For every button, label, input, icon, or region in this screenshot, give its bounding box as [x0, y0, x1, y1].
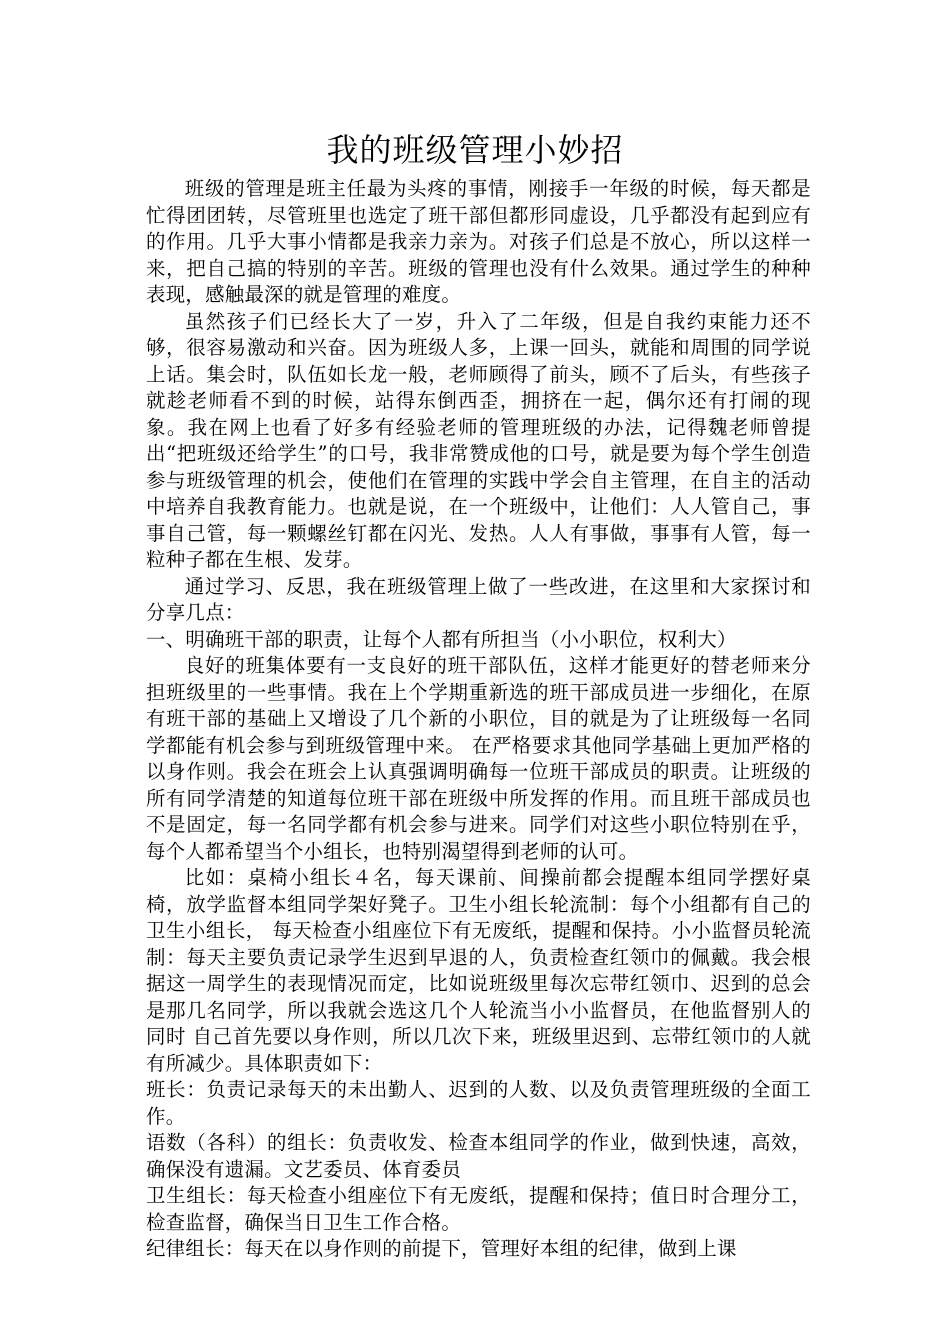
paragraph: 班长：负责记录每天的未出勤人、迟到的人数、以及负责管理班级的全面工作。: [146, 1078, 811, 1128]
document-body: [146, 176, 811, 1263]
paragraph: 比如：桌椅小组长４名，每天课前、间操前都会提醒本组同学摆好桌椅，放学监督本组同学架好凳子。卫生小组长轮流制：每个小组都有自己的卫生小组长， 每天检查小组座位下有无废纸，提醒和保持。小小监督员轮流制：每天主要负责记录学生迟到早退的人，负责检查红领巾的佩戴。我会根据这一周学生的表现情况而定，比如说班级里每次忘带红领巾、迟到的总会是那几名同学，所以我就会选这几个人轮流当小小监督员，在他监督别人的同时 自己首先要以身作则，所以几次下来，班级里迟到、忘带红领巾的人就有所减少。具体职责如下：: [146, 866, 811, 1075]
paragraph: 语数（各科）的组长：负责收发、检查本组同学的作业，做到快速，高效，确保没有遗漏。文艺委员、体育委员: [146, 1131, 811, 1181]
paragraph: 一、明确班干部的职责，让每个人都有所担当（小小职位，权利大）: [146, 627, 737, 651]
paragraph: 班级的管理是班主任最为头疼的事情，刚接手一年级的时候，每天都是忙得团团转，尽管班里也选定了班干部但都形同虚设，几乎都没有起到应有的作用。几乎大事小情都是我亲力亲为。对孩子们总是不放心，所以这样一来，把自己搞的特别的辛苦。班级的管理也没有什么效果。通过学生的种种表现，感触最深的就是管理的难度。: [146, 177, 811, 306]
paragraph: 卫生组长：每天检查小组座位下有无废纸，提醒和保持；值日时合理分工，检查监督，确保当日卫生工作合格。: [146, 1184, 811, 1234]
document-title: 我的班级管理小妙招: [326, 131, 624, 169]
paragraph: 良好的班集体要有一支良好的班干部队伍，这样才能更好的替老师来分担班级里的一些事情。我在上个学期重新选的班干部成员进一步细化，在原有班干部的基础上又增设了几个新的小职位，目的就是为了让班级每一名同学都能有机会参与到班级管理中来。 在严格要求其他同学基础上更加严格的以身作则。我会在班会上认真强调明确每一位班干部成员的职责。让班级的所有同学清楚的知道每位班干部在班级中所发挥的作用。而且班干部成员也不是固定，每一名同学都有机会参与进来。同学们对这些小职位特别在乎，每个人都希望当个小组长，也特别渴望得到老师的认可。: [146, 654, 811, 863]
paragraph: 虽然孩子们已经长大了一岁，升入了二年级，但是自我约束能力还不够，很容易激动和兴奋。因为班级人多，上课一回头，就能和周围的同学说上话。集会时，队伍如长龙一般，老师顾得了前头，顾不了后头，有些孩子就趁老师看不到的时候，站得东倒西歪，拥挤在一起，偶尔还有打闹的现象。我在网上也看了好多有经验老师的管理班级的办法，记得魏老师曾提出“把班级还给学生”的口号，我非常赞成他的口号，就是要为每个学生创造参与班级管理的机会，使他们在管理的实践中学会自主管理，在自主的活动中培养自我教育能力。也就是说，在一个班级中，让他们：人人管自己，事事自己管，每一颗螺丝钉都在闪光、发热。人人有事做，事事有人管，每一粒种子都在生根、发芽。: [146, 309, 811, 571]
paragraph: 通过学习、反思，我在班级管理上做了一些改进，在这里和大家探讨和分享几点：: [146, 574, 811, 624]
paragraph: 纪律组长：每天在以身作则的前提下，管理好本组的纪律，做到上课: [146, 1237, 737, 1260]
